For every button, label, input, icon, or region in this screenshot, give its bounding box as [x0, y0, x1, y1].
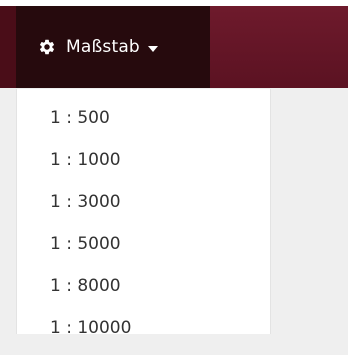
scale-option-500[interactable]: 1 : 500	[50, 108, 110, 128]
scale-option-5000[interactable]: 1 : 5000	[50, 234, 121, 254]
scale-dropdown-label: Maßstab	[66, 37, 140, 57]
scale-option-10000[interactable]: 1 : 10000	[50, 318, 132, 338]
gear-icon	[38, 38, 56, 56]
navbar-left-strip	[0, 6, 16, 88]
caret-down-icon	[148, 46, 158, 52]
scale-option-8000[interactable]: 1 : 8000	[50, 276, 121, 296]
scale-option-3000[interactable]: 1 : 3000	[50, 192, 121, 212]
scale-dropdown-menu	[16, 89, 271, 338]
scale-option-1000[interactable]: 1 : 1000	[50, 150, 121, 170]
scale-dropdown-toggle[interactable]	[16, 6, 210, 88]
